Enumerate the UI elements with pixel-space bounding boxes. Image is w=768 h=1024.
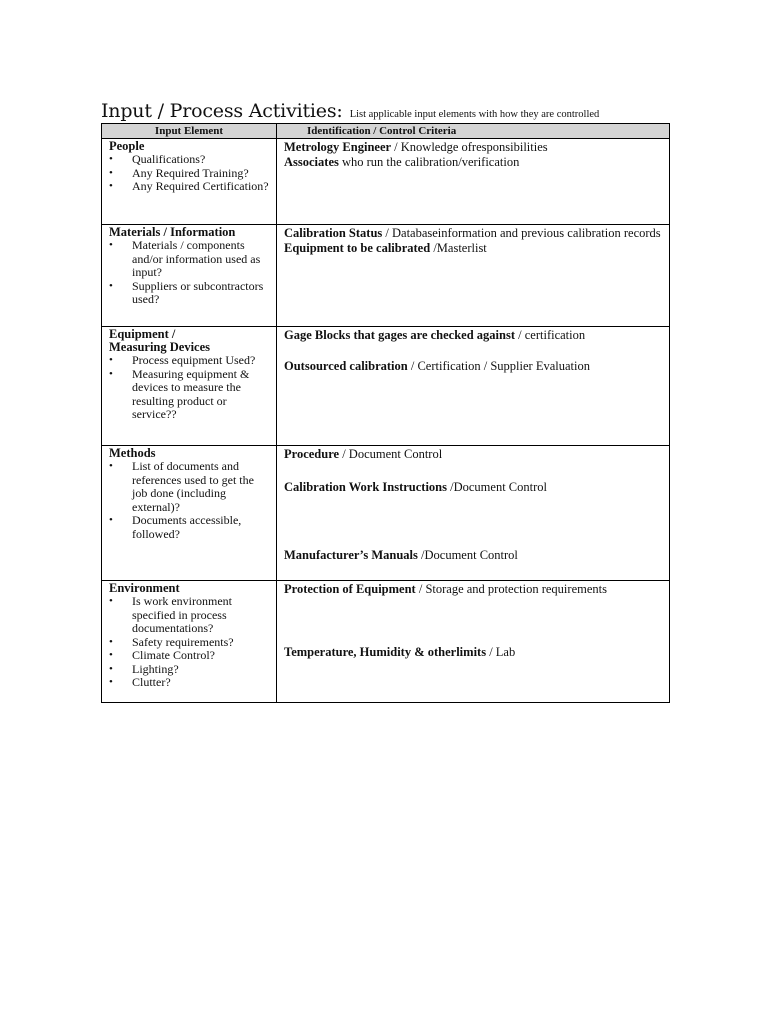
heading-title: Input / Process Activities: — [101, 100, 343, 122]
control-criteria-cell — [277, 327, 670, 446]
criteria-line: Procedure / Document Control — [284, 447, 443, 461]
list-item: • Materials / components and/or information used as input? — [109, 239, 272, 280]
list-item: • Clutter? — [109, 676, 272, 690]
category-label: Equipment / — [109, 327, 176, 341]
input-element-cell — [102, 327, 277, 446]
control-criteria-cell — [277, 139, 670, 225]
list-item: • Measuring equipment & devices to measure the resulting product or service?? — [109, 368, 272, 422]
bullet-list — [109, 595, 272, 690]
list-item: • Climate Control? — [109, 649, 272, 663]
list-item: • List of documents and references used to get the job done (including external)? — [109, 460, 272, 514]
table-header-row — [102, 124, 670, 139]
criteria-line: Equipment to be calibrated /Masterlist — [284, 241, 487, 255]
criteria-line: Manufacturer’s Manuals /Document Control — [284, 548, 518, 562]
bullet-list — [109, 354, 272, 422]
control-criteria-cell — [277, 446, 670, 581]
input-element-cell — [102, 581, 277, 703]
category-label: Materials / Information — [109, 225, 236, 239]
table-row-people — [102, 139, 670, 225]
list-item: • Safety requirements? — [109, 636, 272, 650]
bullet-list — [109, 239, 272, 307]
list-item: • Suppliers or subcontractors used? — [109, 280, 272, 307]
criteria-line: Protection of Equipment / Storage and protection requirements — [284, 582, 607, 596]
control-criteria-cell — [277, 225, 670, 327]
input-activities-table — [101, 123, 670, 703]
criteria-line: Calibration Status / Databaseinformation and previous calibration records — [284, 226, 661, 240]
table-row-materials — [102, 225, 670, 327]
list-item: • Lighting? — [109, 663, 272, 677]
list-item: • Is work environment specified in process documentations? — [109, 595, 272, 636]
input-element-cell — [102, 225, 277, 327]
table-row-environment — [102, 581, 670, 703]
criteria-line: Outsourced calibration / Certification / Supplier Evaluation — [284, 359, 590, 373]
control-criteria-cell — [277, 581, 670, 703]
column-header-control-criteria: Identification / Control Criteria — [277, 124, 670, 139]
page-heading — [101, 100, 599, 122]
bullet-list — [109, 460, 272, 541]
table-row-equipment — [102, 327, 670, 446]
bullet-list — [109, 153, 272, 194]
criteria-line: Gage Blocks that gages are checked against / certification — [284, 328, 586, 342]
input-element-cell — [102, 139, 277, 225]
category-label: Environment — [109, 581, 180, 595]
input-element-cell — [102, 446, 277, 581]
list-item: • Process equipment Used? — [109, 354, 272, 368]
category-label: Measuring Devices — [109, 340, 211, 354]
criteria-line: Associates who run the calibration/verification — [284, 155, 520, 169]
heading-subtitle: List applicable input elements with how they are controlled — [349, 109, 600, 120]
criteria-line: Calibration Work Instructions /Document Control — [284, 480, 547, 494]
list-item: • Any Required Training? — [109, 167, 272, 181]
column-header-input-element: Input Element — [102, 124, 277, 139]
table-row-methods — [102, 446, 670, 581]
list-item: • Qualifications? — [109, 153, 272, 167]
list-item: • Any Required Certification? — [109, 180, 272, 194]
criteria-line: Metrology Engineer / Knowledge ofresponsibilities — [284, 140, 548, 154]
list-item: • Documents accessible, followed? — [109, 514, 272, 541]
criteria-line: Temperature, Humidity & otherlimits / Lab — [284, 645, 516, 659]
category-label: Methods — [109, 446, 156, 460]
category-label: People — [109, 139, 145, 153]
